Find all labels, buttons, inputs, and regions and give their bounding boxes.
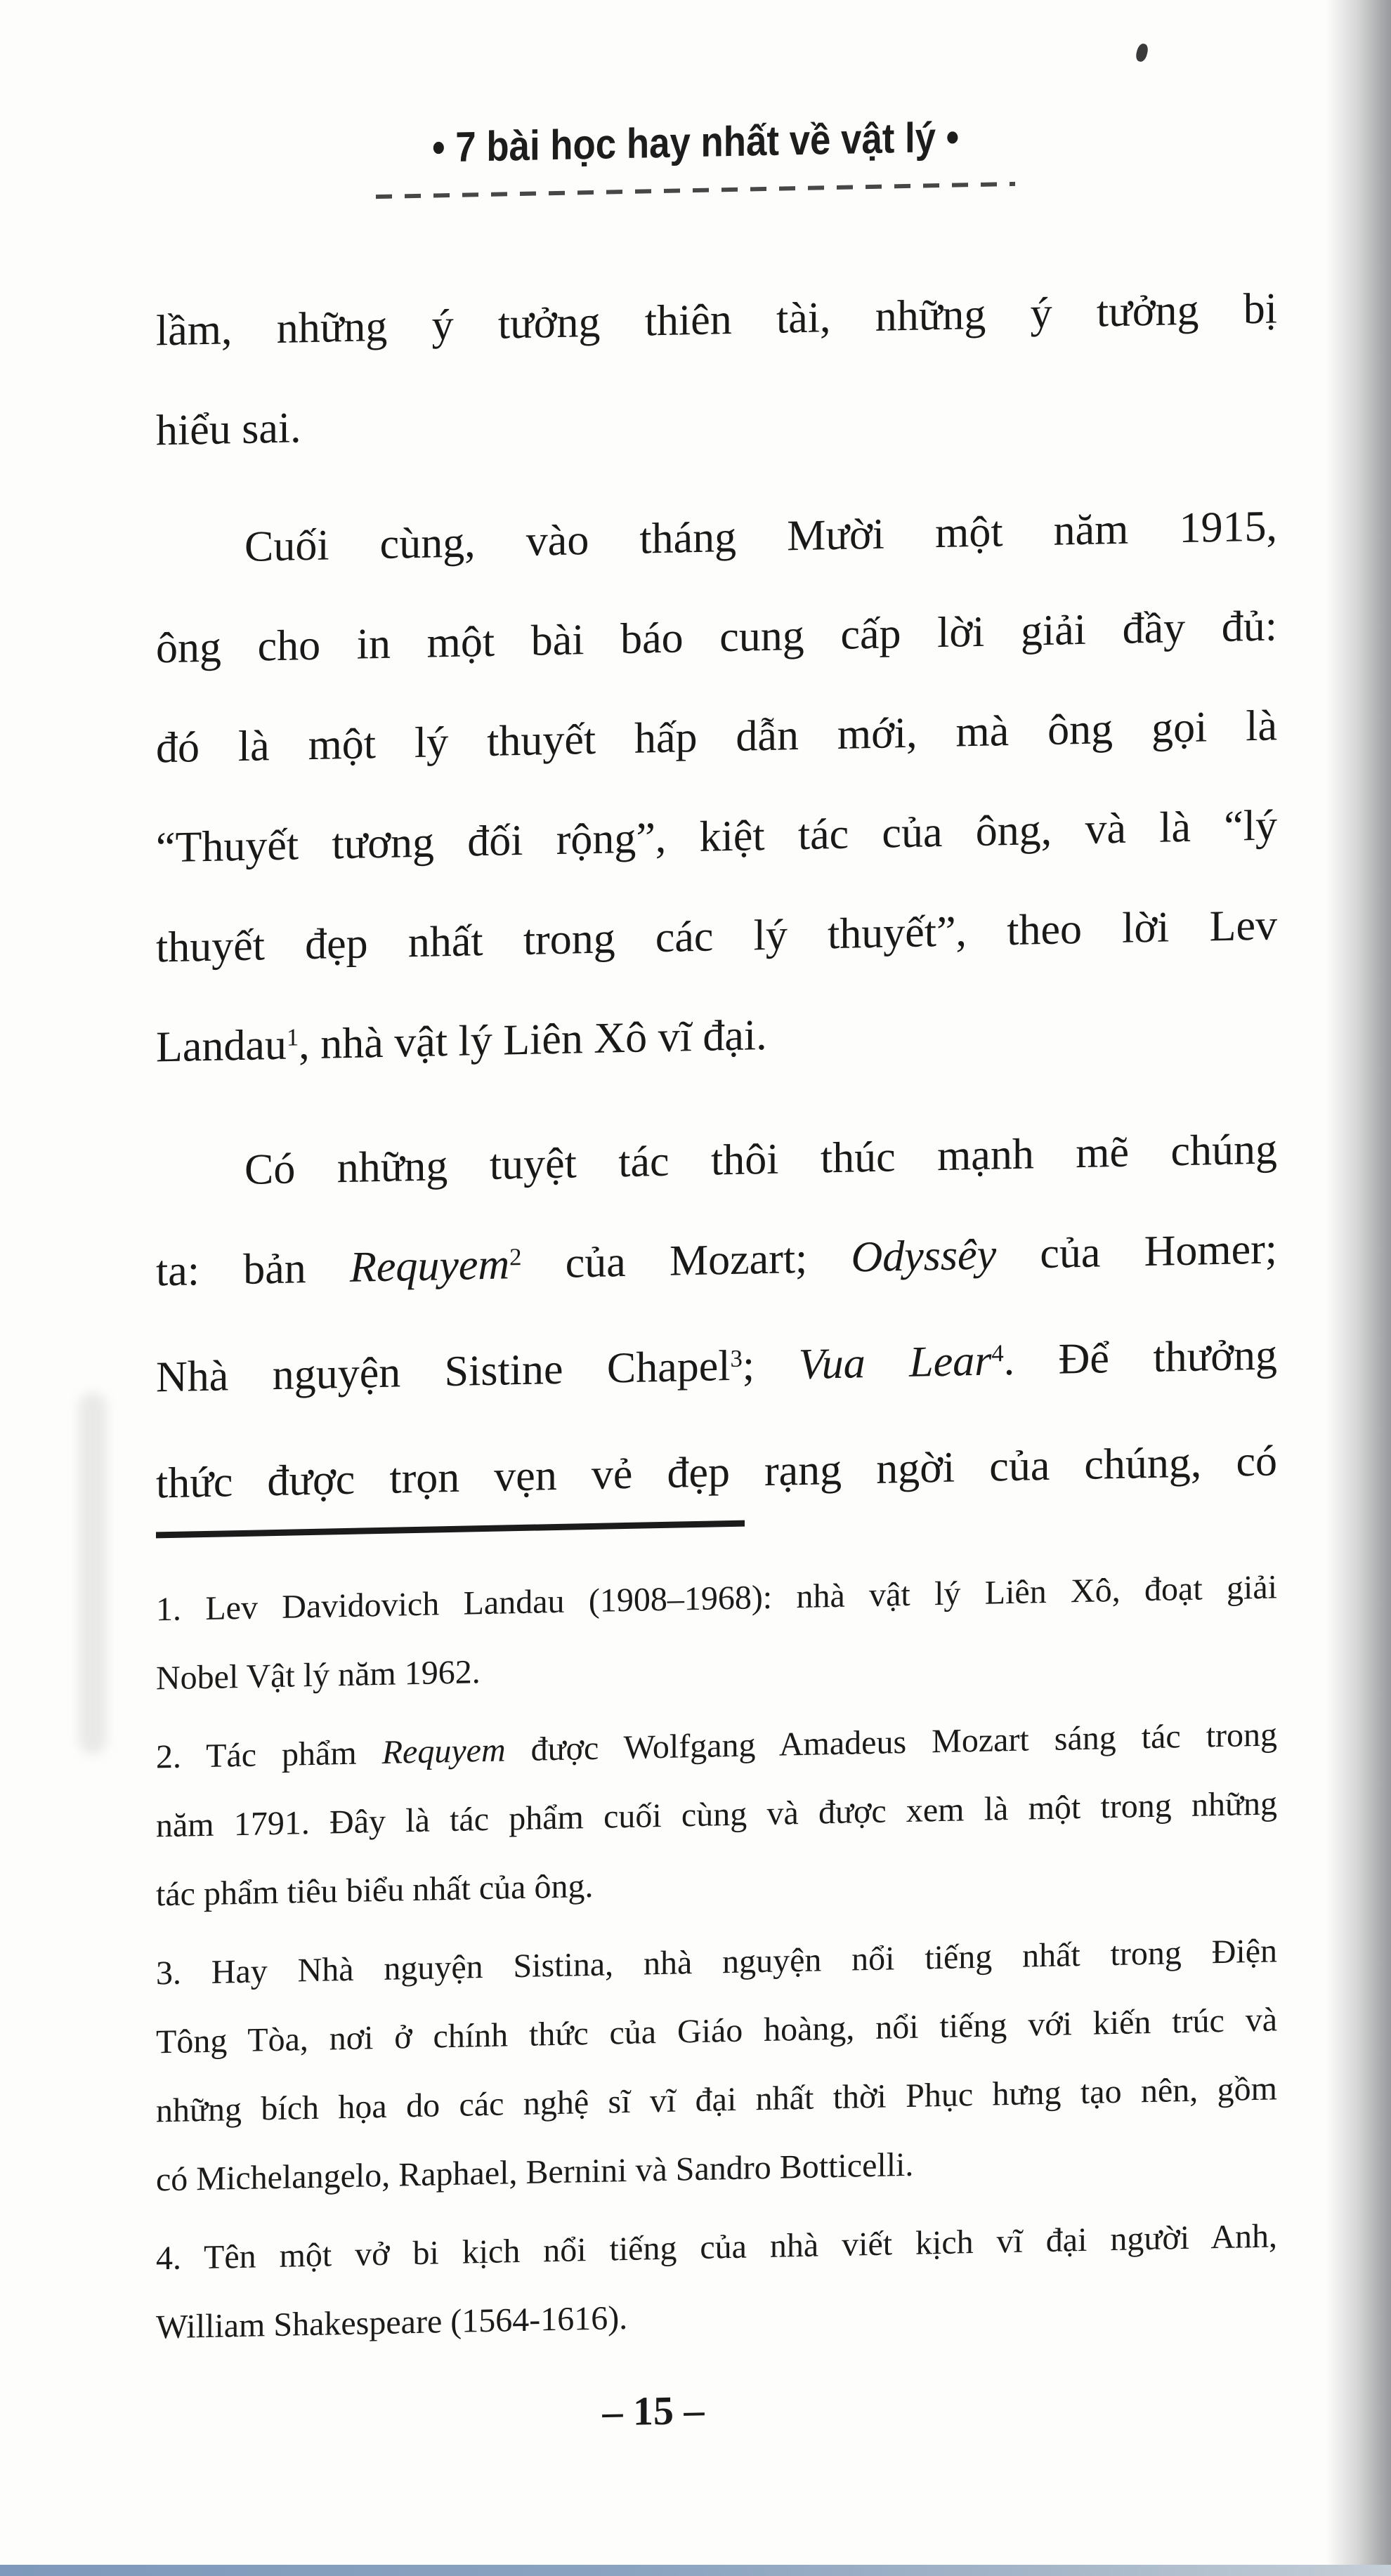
scan-edge-shadow — [1326, 0, 1391, 2576]
body-text-span: ta: bản — [156, 1243, 350, 1296]
body-text-span: ; — [742, 1341, 799, 1390]
work-title-requyem: Requyem — [381, 1731, 506, 1771]
body-line: “Thuyết tương đối rộng”, kiệt tác của ông, và là “lý — [156, 801, 1277, 872]
footnote-4 — [156, 2202, 1277, 2362]
body-line — [156, 975, 1277, 1103]
footnote-3 — [156, 1917, 1277, 2214]
footnote-line: có Michelangelo, Raphael, Bernini và Sandro Botticelli. — [156, 2145, 914, 2199]
body-line: thuyết đẹp nhất trong các lý thuyết”, theo lời Lev — [156, 901, 1277, 972]
work-title-odyssey: Odyssêy — [851, 1230, 997, 1282]
body-line: đó là một lý thuyết hấp dẫn mới, mà ông gọi là — [156, 702, 1277, 773]
footnotes — [156, 1553, 1277, 2362]
footnote-line: 3. Hay Nhà nguyện Sistina, nhà nguyện nổi tiếng nhất trong Điện — [156, 1932, 1277, 1992]
footnote-line: Tông Tòa, nơi ở chính thức của Giáo hoàng, nổi tiếng với kiến trúc và — [156, 2001, 1277, 2061]
footnote-line: những bích họa do các nghệ sĩ vĩ đại nhất thời Phục hưng tạo nên, gồm — [156, 2070, 1277, 2130]
footnote-ref-2: 2 — [509, 1242, 522, 1271]
footnote-text-span: được Wolfgang Amadeus Mozart sáng tác trong — [505, 1716, 1278, 1769]
body-text-span: của Mozart; — [521, 1233, 851, 1288]
footnote-line: tác phẩm tiêu biểu nhất của ông. — [156, 1867, 594, 1914]
paragraph-3 — [156, 1099, 1277, 1533]
scan-smudge-artifact — [79, 1393, 107, 1754]
footnote-line: William Shakespeare (1564-1616). — [156, 2299, 628, 2346]
footnote-1 — [156, 1553, 1277, 1713]
body-text-span: của Homer; — [996, 1225, 1277, 1279]
paragraph-2 — [156, 476, 1277, 1103]
body-line: ông cho in một bài báo cung cấp lời giải đầy đủ: — [156, 602, 1277, 673]
footnote-ref-1: 1 — [286, 1023, 299, 1051]
footnote-line: Nobel Vật lý năm 1962. — [156, 1653, 481, 1697]
footnote-text-span: 2. Tác phẩm — [156, 1733, 382, 1776]
paragraph-1 — [156, 258, 1277, 480]
body-line: hiểu sai. — [156, 404, 301, 455]
running-header — [0, 104, 1391, 180]
footnote-line: 4. Tên một vở bi kịch nổi tiếng của nhà viết kịch vĩ đại người Anh, — [156, 2217, 1277, 2278]
footnote-line: 1. Lev Davidovich Landau (1908–1968): nhà vật lý Liên Xô, đoạt giải — [156, 1568, 1277, 1629]
header-dashed-underline — [376, 182, 1015, 199]
body-text — [156, 258, 1277, 1533]
work-title-requyem: Requyem — [349, 1240, 510, 1292]
footnote-line: năm 1791. Đây là tác phẩm cuối cùng và được xem là một trong những — [156, 1785, 1277, 1845]
body-text-span: Nhà nguyện Sistine Chapel — [156, 1342, 731, 1402]
body-line: thức được trọn vẹn vẻ đẹp rạng ngời của chúng, có — [156, 1437, 1277, 1508]
body-text-span: Landau — [156, 1020, 287, 1072]
body-line: Cuối cùng, vào tháng Mười một năm 1915, — [244, 502, 1277, 571]
book-title-header: • 7 bài học hay nhất về vật lý • — [431, 113, 960, 171]
body-line: lầm, những ý tưởng thiên tài, những ý tưởng bị — [156, 284, 1277, 355]
body-line: Có những tuyệt tác thôi thúc mạnh mẽ chúng — [244, 1125, 1277, 1194]
footnote-ref-4: 4 — [991, 1339, 1004, 1367]
page-number: – 15 – — [602, 2386, 705, 2435]
work-title-vua-lear: Vua Lear — [798, 1336, 992, 1389]
scan-bottom-edge — [0, 2565, 1391, 2576]
body-text-span: , nhà vật lý Liên Xô vĩ đại. — [299, 1011, 767, 1069]
body-text-span: . Để thưởng — [1003, 1331, 1277, 1385]
footnote-ref-3: 3 — [730, 1344, 743, 1372]
footnote-2 — [156, 1700, 1277, 1929]
